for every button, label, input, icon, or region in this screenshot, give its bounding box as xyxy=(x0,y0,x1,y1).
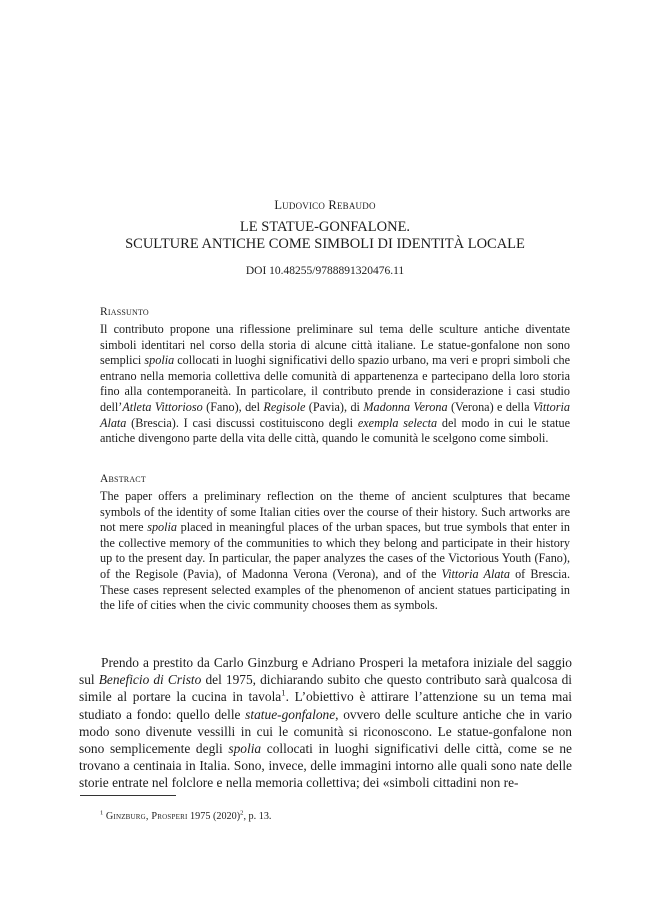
footnote-page: , p. 13. xyxy=(243,811,272,822)
italic-run: Atleta Vittorioso xyxy=(122,399,203,414)
text-run: (Verona) e della xyxy=(447,399,533,414)
text-run: Il contributo propone una riflessione preliminare sul tema delle sculture antiche diventate simboli identitari nel corso della storia di alcune città italiane. Le statue-gonfalone non sono semplici xyxy=(100,322,570,368)
italic-run: spolia xyxy=(147,520,177,535)
riassunto-text xyxy=(100,322,570,447)
text-run: , ovvero delle sculture antiche che in vario modo sono divenute vessilli in cui le comunità si riconoscono. Le statue-gonfalone non sono semplicemente degli xyxy=(79,706,572,757)
text-run: (Fano), del xyxy=(202,399,264,414)
text-run: placed in meaningful places of the urban spaces, but true symbols that enter in the collective memory of the communities to which they belong and participate in their history up to the present day. In particular, the paper analyzes the cases of the Victorious Youth (Fano), of the Regisole (Pavia), of Madonna Verona (Verona), and of the xyxy=(100,520,570,581)
italic-run: Madonna Verona xyxy=(363,399,448,414)
italic-run: exempla selecta xyxy=(357,415,438,430)
text-run: (Pavia), di xyxy=(305,399,364,414)
footnote xyxy=(100,811,271,822)
text-run: The paper offers a preliminary reflection on the theme of ancient sculptures that became symbols of the identity of some Italian cities over the course of their history. Such artworks are not mere xyxy=(100,489,570,535)
italic-run: spolia xyxy=(228,741,262,757)
footnote-year: 1975 (2020) xyxy=(187,811,241,822)
footnote-divider xyxy=(80,795,176,796)
italic-run: Vittoria Alata xyxy=(441,566,510,581)
body-paragraph xyxy=(79,654,572,792)
italic-run: Beneficio di Cristo xyxy=(98,672,202,688)
text-run: of Brescia. These cases represent selected examples of the phenomenon of ancient statues participating in the life of cities when the civic community chooses them as symbols. xyxy=(100,566,570,613)
footnote-authors: Ginzburg, Prosperi xyxy=(105,811,188,822)
footnote-number: 1 xyxy=(100,809,104,817)
text-run: del modo in cui le statue antiche divengono parte della vita delle città, quando le comunità le scelgono come simboli. xyxy=(100,415,570,446)
footnote-ref[interactable]: 1 xyxy=(281,687,286,698)
title-line-1: LE STATUE-GONFALONE. xyxy=(239,219,411,235)
abstract-heading: Abstract xyxy=(100,473,146,485)
abstract-text xyxy=(100,489,570,614)
italic-run: Vittoria Alata xyxy=(100,399,570,430)
italic-run: Regisole xyxy=(263,399,306,414)
article-title xyxy=(0,219,650,253)
doi: DOI 10.48255/9788891320476.11 xyxy=(245,265,405,277)
text-run: Prendo a prestito da Carlo Ginzburg e Adriano Prosperi la metafora iniziale del saggio sul xyxy=(79,655,572,688)
text-run: (Brescia). I casi discussi costituiscono degli xyxy=(126,415,358,430)
italic-run: spolia xyxy=(144,353,175,368)
text-run: . L’obiettivo è attirare l’attenzione su un tema mai studiato a fondo: quello delle xyxy=(79,689,572,722)
author-name: Ludovico Rebaudo xyxy=(274,198,376,212)
text-run: del 1975, dichiarando subito che questo contributo sarà qualcosa di simile al portare la cucina in tavola xyxy=(79,672,573,705)
text-run: collocati in luoghi significativi delle città, come se ne trovano a centinaia in Italia. Sono, invece, delle immagini intorno alle quali sono nate delle storie entrate nel folclore e nella memoria collettiva; dei «simboli cittadini non re- xyxy=(79,741,572,791)
footnote-edition: 2 xyxy=(240,809,244,817)
riassunto-heading: Riassunto xyxy=(100,306,149,318)
text-run: collocati in luoghi significativi dello spazio urbano, ma veri e propri simboli che entrano nella memoria collettiva delle comunità di appartenenza e partecipano della loro storia fino alla contemporaneità. In particolare, il contributo prende in considerazione i casi studio dell’ xyxy=(100,353,571,414)
italic-run: statue-gonfalone xyxy=(245,706,336,722)
title-line-2: SCULTURE ANTICHE COME SIMBOLI DI IDENTITÀ LOCALE xyxy=(125,236,525,252)
